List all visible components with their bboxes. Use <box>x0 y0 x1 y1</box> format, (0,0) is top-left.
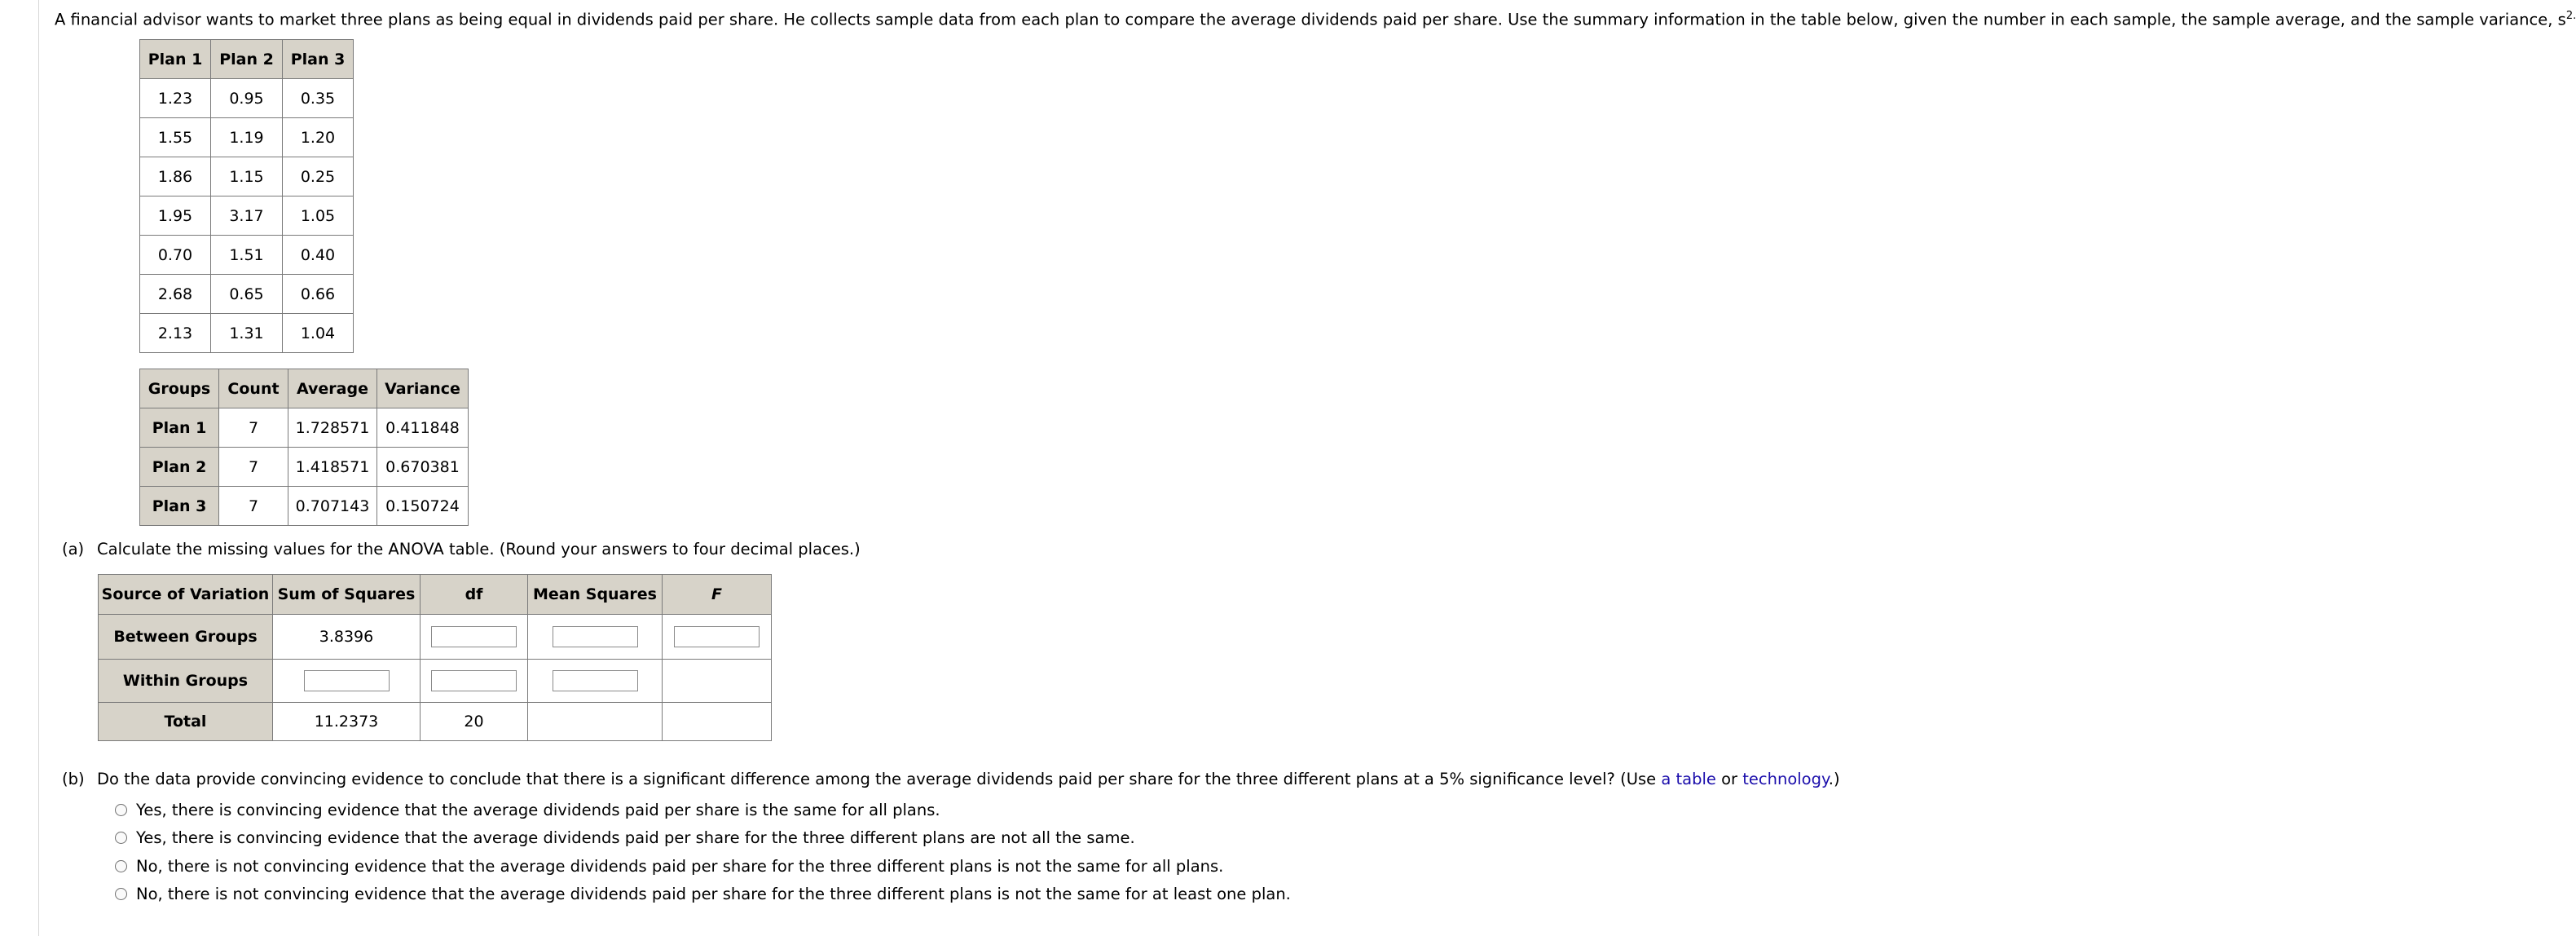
row-header-within-groups: Within Groups <box>99 660 273 703</box>
table-cell: 0.35 <box>283 79 354 118</box>
table-header-row <box>140 369 469 408</box>
table-row <box>140 487 469 526</box>
radio-button[interactable] <box>115 804 127 816</box>
table-row <box>140 275 354 314</box>
total-df-value: 20 <box>421 703 528 741</box>
table-cell: 0.95 <box>211 79 283 118</box>
row-header-plan-1: Plan 1 <box>140 408 219 448</box>
col-header-groups: Groups <box>140 369 219 408</box>
table-cell: 0.70 <box>140 236 211 275</box>
radio-option[interactable] <box>115 852 1291 881</box>
within-ms-cell <box>528 660 663 703</box>
option-label: No, there is not convincing evidence that the average dividends paid per share for the three different plans is not the same for all plans. <box>136 856 1224 876</box>
table-row <box>140 79 354 118</box>
between-df-input[interactable] <box>431 626 517 647</box>
answer-options <box>115 796 1291 908</box>
col-header-plan-1: Plan 1 <box>140 40 211 79</box>
option-label: No, there is not convincing evidence that the average dividends paid per share for the three different plans is not the same for at least one plan. <box>136 885 1291 904</box>
table-cell: 3.17 <box>211 196 283 236</box>
table-cell: 1.95 <box>140 196 211 236</box>
part-a-text: Calculate the missing values for the ANOVA table. (Round your answers to four decimal places.) <box>97 540 861 559</box>
empty-cell <box>528 703 663 741</box>
empty-cell <box>663 660 772 703</box>
col-header-source: Source of Variation <box>99 575 273 615</box>
table-cell: 1.04 <box>283 314 354 353</box>
row-header-total: Total <box>99 703 273 741</box>
part-a-prompt <box>62 540 861 559</box>
col-header-variance: Variance <box>377 369 469 408</box>
table-cell: 1.51 <box>211 236 283 275</box>
table-cell: 0.150724 <box>377 487 469 526</box>
f-cell <box>663 615 772 660</box>
anova-row-within <box>99 660 772 703</box>
col-header-sum-of-squares: Sum of Squares <box>273 575 421 615</box>
table-cell: 7 <box>219 487 288 526</box>
table-row <box>140 196 354 236</box>
table-cell: 1.20 <box>283 118 354 157</box>
dividends-data-table <box>139 39 354 353</box>
table-cell: 0.65 <box>211 275 283 314</box>
table-cell: 1.31 <box>211 314 283 353</box>
table-cell: 0.670381 <box>377 448 469 487</box>
anova-row-between <box>99 615 772 660</box>
col-header-df: df <box>421 575 528 615</box>
summary-table <box>139 369 469 526</box>
table-row <box>140 314 354 353</box>
table-cell: 0.411848 <box>377 408 469 448</box>
part-b-prompt: (b) Do the data provide convincing evidence to conclude that there is a significant difference among the average dividends paid per share for the three different plans at a 5% significance level? (Use a table or technology.) <box>62 770 1840 788</box>
radio-option[interactable] <box>115 796 1291 824</box>
table-link[interactable]: a table <box>1661 770 1716 788</box>
table-cell: 7 <box>219 448 288 487</box>
technology-link[interactable]: technology <box>1742 770 1829 788</box>
between-ms-cell <box>528 615 663 660</box>
table-header-row <box>99 575 772 615</box>
between-ms-input[interactable] <box>553 626 638 647</box>
row-header-between-groups: Between Groups <box>99 615 273 660</box>
table-cell: 1.05 <box>283 196 354 236</box>
table-cell: 2.13 <box>140 314 211 353</box>
table-cell: 1.418571 <box>288 448 377 487</box>
table-cell: 0.40 <box>283 236 354 275</box>
table-cell: 1.19 <box>211 118 283 157</box>
anova-table <box>98 574 772 741</box>
col-header-plan-3: Plan 3 <box>283 40 354 79</box>
table-cell: 0.25 <box>283 157 354 196</box>
row-header-plan-3: Plan 3 <box>140 487 219 526</box>
within-ms-input[interactable] <box>553 670 638 691</box>
table-cell: 1.728571 <box>288 408 377 448</box>
between-df-cell <box>421 615 528 660</box>
col-header-mean-squares: Mean Squares <box>528 575 663 615</box>
radio-button[interactable] <box>115 888 127 900</box>
table-cell: 2.68 <box>140 275 211 314</box>
total-ss-value: 11.2373 <box>273 703 421 741</box>
table-row <box>140 236 354 275</box>
part-a-tag: (a) <box>62 540 85 559</box>
f-statistic-input[interactable] <box>674 626 760 647</box>
col-header-plan-2: Plan 2 <box>211 40 283 79</box>
table-cell: 0.707143 <box>288 487 377 526</box>
part-b-tag: (b) <box>62 770 85 788</box>
table-row <box>140 157 354 196</box>
col-header-average: Average <box>288 369 377 408</box>
question-intro: A financial advisor wants to market three plans as being equal in dividends paid per share. He collects sample data from each plan to compare the average dividends paid per share. Use the summary information in the table below, given the number in each sample, the sample average, and the sample variance, $s^{2.}$ <box>55 10 2576 29</box>
table-cell: 1.23 <box>140 79 211 118</box>
between-ss-value: 3.8396 <box>273 615 421 660</box>
table-cell: 1.55 <box>140 118 211 157</box>
table-cell: 1.15 <box>211 157 283 196</box>
radio-button[interactable] <box>115 860 127 872</box>
table-cell: 1.86 <box>140 157 211 196</box>
radio-option[interactable] <box>115 824 1291 853</box>
option-label: Yes, there is convincing evidence that the average dividends paid per share for the three different plans are not all the same. <box>136 828 1135 848</box>
within-ss-cell <box>273 660 421 703</box>
col-header-f: F <box>663 575 772 615</box>
table-cell: 0.66 <box>283 275 354 314</box>
table-row <box>140 118 354 157</box>
radio-button[interactable] <box>115 832 127 844</box>
anova-row-total <box>99 703 772 741</box>
option-label: Yes, there is convincing evidence that the average dividends paid per share is the same for all plans. <box>136 800 940 819</box>
empty-cell <box>663 703 772 741</box>
table-row <box>140 408 469 448</box>
within-df-input[interactable] <box>431 670 517 691</box>
table-cell: 7 <box>219 408 288 448</box>
within-ss-input[interactable] <box>304 670 390 691</box>
within-df-cell <box>421 660 528 703</box>
row-header-plan-2: Plan 2 <box>140 448 219 487</box>
col-header-count: Count <box>219 369 288 408</box>
radio-option[interactable] <box>115 881 1291 909</box>
table-row <box>140 448 469 487</box>
table-header-row <box>140 40 354 79</box>
